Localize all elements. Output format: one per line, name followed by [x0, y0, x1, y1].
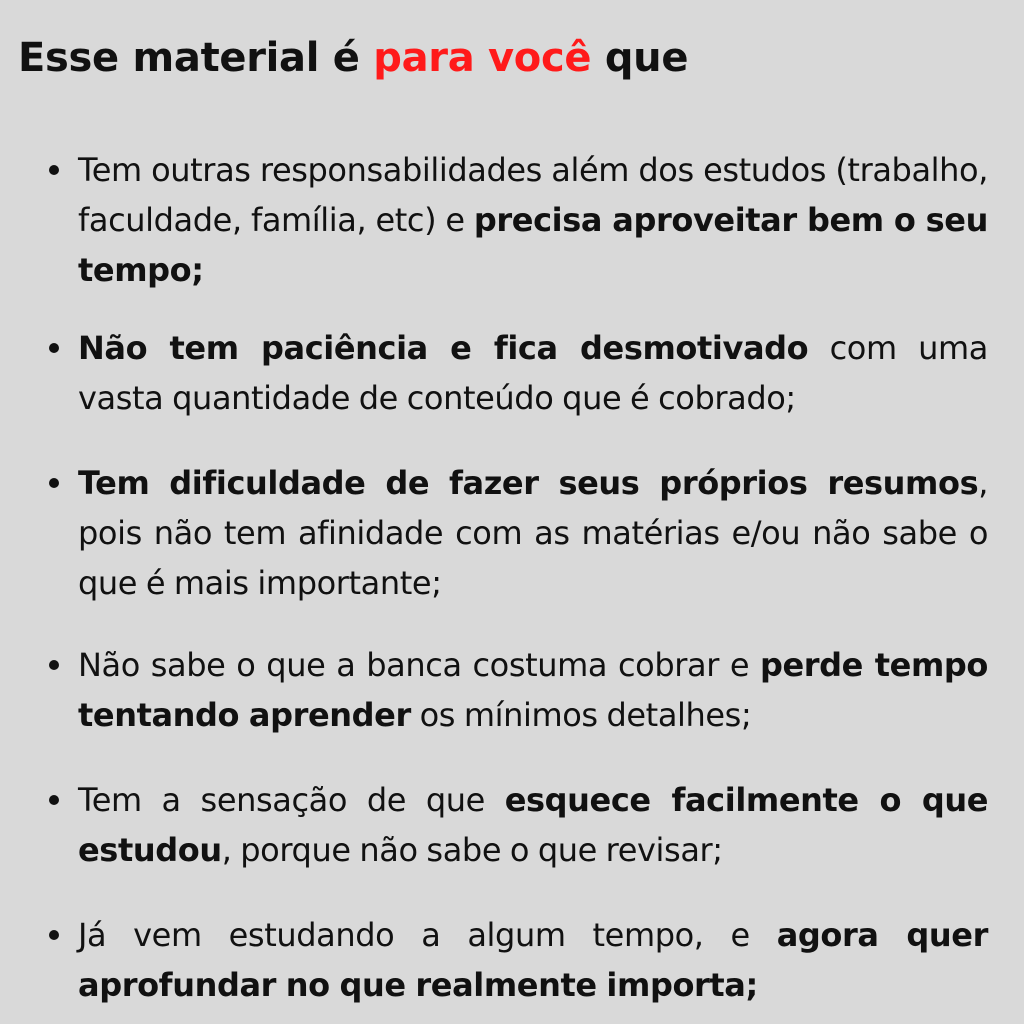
bullet-dot-icon — [49, 660, 59, 670]
item-text: Tem outras responsabilidades além dos estudos (trabalho, faculdade, família, etc) e — [78, 151, 988, 239]
bullet-dot-icon — [49, 165, 59, 175]
item-text-end: , pois não tem afinidade com as matérias e/ou não sabe o que é mais importante; — [78, 464, 988, 602]
item-emphasis: esquece facilmente o que estudou — [78, 781, 989, 869]
item-emphasis: Não tem paciência e fica desmotivado — [78, 329, 809, 367]
item-emphasis: agora quer aprofundar no que realmente importa; — [78, 916, 988, 1004]
list-item — [78, 458, 988, 608]
title-text-end: que — [591, 35, 689, 81]
list-item — [78, 145, 988, 295]
bullet-dot-icon — [49, 795, 59, 805]
list-item — [78, 640, 988, 740]
title-highlight: para você — [373, 35, 592, 81]
bullet-dot-icon — [49, 930, 59, 940]
list-item — [78, 323, 988, 423]
title-text-start: Esse material é — [18, 35, 374, 81]
item-emphasis: Tem dificuldade de fazer seus próprios resumos — [78, 464, 979, 502]
list-item — [78, 775, 988, 875]
item-emphasis: precisa aproveitar bem o seu tempo; — [78, 201, 988, 289]
item-text-end: os mínimos detalhes; — [410, 696, 752, 734]
bullet-dot-icon — [49, 478, 59, 488]
item-emphasis: perde tempo tentando aprender — [78, 646, 988, 734]
item-text: Já vem estudando a algum tempo, e — [78, 916, 777, 954]
bullet-dot-icon — [49, 343, 59, 353]
item-text-end: , porque não sabe o que revisar; — [221, 831, 723, 869]
item-text-end: com uma vasta quantidade de conteúdo que é cobrado; — [78, 329, 988, 417]
item-text: Não sabe o que a banca costuma cobrar e — [78, 646, 760, 684]
list-item — [78, 910, 988, 1010]
item-text: Tem a sensação de que — [78, 781, 505, 819]
